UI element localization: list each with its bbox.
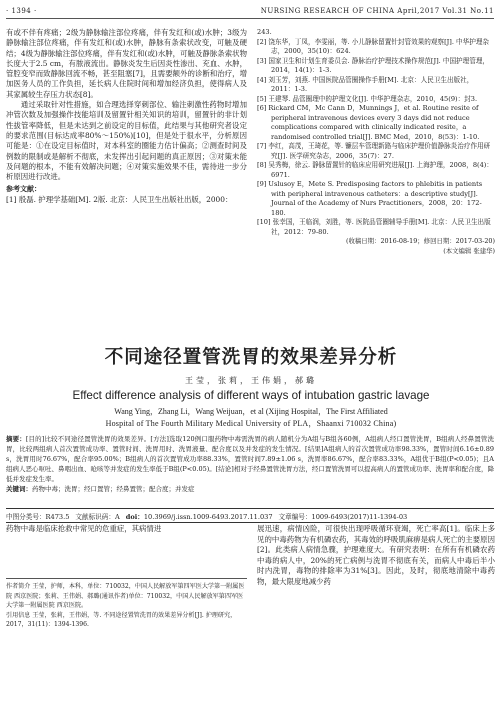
reference-item: [4] 刘玉芳，刘燕. 中国医院品管圈操作手册[M]. 北京：人民卫生出版社，2011：1-3.	[257, 75, 474, 93]
article-number: 文章编号：1009-6493(2017)11-1394-03	[278, 513, 408, 521]
reference-item: [3] 国家卫生和计划生育委员会. 静脉治疗护理技术操作规范[J]. 中国护理管理，2014，14(1)：1-3.	[257, 56, 490, 74]
reference-item: [2] 饶东华，丁凤，李雯丽，等. 小儿静脉留置针封管效果的观察[J]. 中华护理杂志，2000，35(10)：624.	[257, 37, 490, 55]
paragraph: 展迅速，病情凶险，可很快出现呼吸循环衰竭，死亡率高[1]。临床上多见的中毒药物为有机磷农药，其毒效的呼吸肌麻痹是病人死亡的主要原因[2]。此类病人病情急骤，护理难度大。有研究表明：在所有有机磷农药中毒的病人中，20%的死亡病例与洗胃不彻底有关，而病人中毒后半小时内洗胃，毒物的排除率为31%[3]。因此，及时，彻底地清除中毒药物，最大限度地减少药	[257, 524, 495, 586]
paragraph: 通过采取针对性措施，如合理选择穿刺部位、输注刺激性药物时增加冲管次数及加强操作技能培训及留置针相关知识的培训，留置针的非计划性拔管率降低，但是未达到之前设定的目标值，此结果与其他研究者设定的要求范围(目标达成率80%～150%)[10]，但是处于很水平，分析原因可能是：①在设定目标值时，对本科室的圈能力估计偏高；②测查时间及例数的限制或是解析不彻底，未发挥出引起问题的真正原因；③对策未能及问题的根本，不能有效解决问题；④对策实施效果不佳，需待进一步分析原因进行改进。	[6, 100, 247, 182]
footnote	[6, 578, 247, 630]
chinese-title: 不同途径置管洗胃的效果差异分析	[104, 347, 398, 368]
author-info: 作者简介 王莹，护师，本科，单位：710032，中国人民解放军第四军医大学第一附属医院 西京医院；张莉、王伟娟、郝璐(通讯作者)单位：710032，中国人民解放军第四军医大学第一附属医院 西京医院。	[6, 583, 245, 610]
body-text-right	[257, 524, 495, 587]
citation-info: 引用信息 王莹，张莉，王伟娟，等. 不同途径置管洗胃的效果差异分析[J]. 护理研究，2017，31(11)：1394-1396.	[6, 611, 237, 629]
reference-item: [6] Rickard CM，Mc Cann D，Munnings J，et al. Routine resite of peripheral intravenous devices every 3 days did not reduce complications compared with clinically indicated resite，a randomised controlled trial[J]. BMC Med，2010，8(53)：1-10.	[257, 104, 480, 141]
doi-link[interactable]: 10.3969/j.issn.1009-6493.2017.11.037	[143, 513, 273, 521]
page-number: · 1394 ·	[6, 7, 37, 15]
paragraph: 有或不伴有疼痛；2级为静脉输注部位疼痛，伴有发红和(或)水肿；3级为静脉输注部位疼痛，伴有发红和(或)水肿，静脉有条索状改变，可触及硬结；4级为静脉输注部位疼痛，伴有发红和(或)水肿，可触及静脉条索状物长度大于2.5 cm，有脓液流出。静脉炎发生后因炎性渗出、充血、水肿，管腔变窄而致静脉回流不畅，甚至阻塞[7]，且需要额外的诊断和治疗，增加医务人员的工作负担，延长病人住院时间和增加经济负担，使得病人及其家属较生存压力状态[8]。	[6, 28, 247, 99]
classification-line	[6, 508, 494, 523]
journal-info: NURSING RESEARCH OF CHINA April,2017 Vol.31 No.11	[260, 7, 494, 15]
editor-note: (本文编辑 张建华)	[443, 246, 495, 255]
clc-number: 中图分类号：R473.5	[6, 513, 70, 521]
reference-item: [1] 殷磊. 护理学基础[M]. 2版. 北京：人民卫生出版社出版，2000：	[6, 194, 233, 204]
reference-item: [10] 张幸国，王临润，刘胜，等. 医院品管圈辅导手册[M]. 北京：人民卫生出版社，2012：79-80.	[257, 218, 491, 236]
received-date: (收稿日期：2016-08-19；修回日期：2017-03-20)	[346, 237, 495, 245]
body-text-left	[6, 524, 247, 534]
references-heading: 参考文献：	[6, 184, 41, 194]
reference-item: 243.	[257, 28, 272, 36]
paragraph: 药物中毒是临床抢救中常见的危重症，其病情进	[6, 524, 162, 533]
keywords-text: 药物中毒；洗胃；经口置管；经鼻置管；配合度；并发症	[32, 485, 195, 493]
english-affiliation: Hospital of The Fourth Military Medical University of PLA，Shaanxi 710032 China)	[105, 419, 397, 428]
keywords-label: 关键词：	[6, 485, 32, 493]
abstract-text: [目的]比较不同途径置管洗胃的效果差异。[方法]选取120例口服药物中毒需洗胃的病人随机分为A组与B组各60例，A组病人经口置管洗胃，B组病人经鼻置管洗胃，比较两组病人首次置管成功率、置管时间、洗胃用时、洗胃液量、配合度以及并发症的发生情况。[结果]A组病人的首次置管成功率98.33%，置管时间6.16±0.89 s，洗胃用时76.67%，配合率95.00%；B组病人的首次置管成功率88.33%，置管时间7.89±1.06 s，洗胃率86.67%，配合率83.33%，A组优于B组(P<0.05)；且A组病人恶心呕吐、鼻咽出血、呛咳等并发症的发生率低于B组(P<0.05)。[结论]相对于经鼻置管洗胃方法，经口置管洗胃可以提高病人的置管成功率、洗胃率和配合度，降低并发症发生率。	[6, 435, 495, 483]
abstract	[6, 434, 494, 494]
chinese-authors: 王莹，张莉，王伟娟，郝璐	[185, 376, 317, 385]
reference-item: [7] 李红，高茂，王琦花，等. 镰层车管理新路与临床护理价值静脉炎治疗作用研究[J]. 医学研究杂志，2006，35(7)：27.	[257, 142, 491, 160]
doi-label: doi：	[125, 513, 144, 521]
article-title-block	[0, 343, 502, 430]
abstract-label: 摘要：	[6, 435, 26, 443]
english-authors: Wang Ying，Zhang Li，Wang Weijuan，et al (Xijing Hospital，The First Affiliated	[114, 407, 388, 416]
reference-item: [5] 王建琴. 品管圈理中的护理文化[J]. 中华护理杂志，2010，45(9)：封3.	[257, 94, 478, 103]
document-code: 文献标识码：A	[75, 513, 120, 521]
reference-item: [8] 吴秀梅，徐云. 静脉留置针的临床应用研究进展[J]. 上海护理，2008，8(4)：6971.	[257, 161, 493, 179]
running-header	[6, 4, 494, 19]
left-column	[6, 28, 247, 205]
right-column-references	[257, 28, 495, 256]
reference-item: [9] Uslusoy E，Mete S. Predisposing factors to phlebitis in patients with peripheral intravenous catheters：a descriptive study[J]. Journal of the Academy of Nurs Practitioners，2008，20：172-180.	[257, 180, 483, 217]
english-title: Effect difference analysis of different ways of intubation gastric lavage	[72, 389, 430, 402]
